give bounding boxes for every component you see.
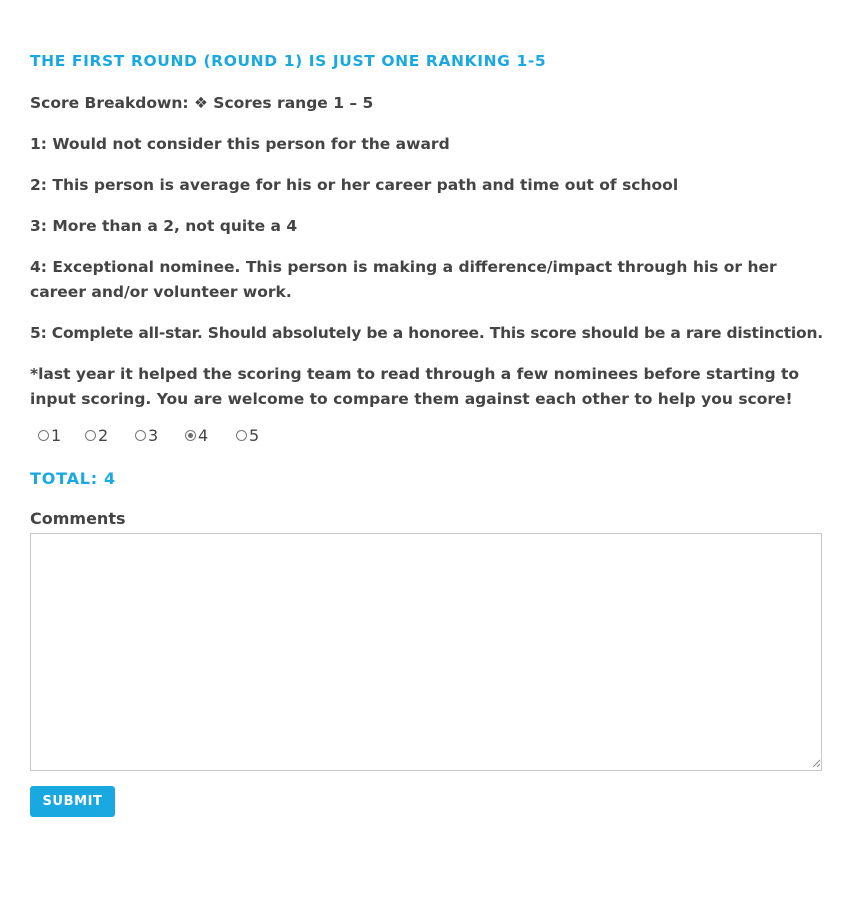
criterion-2-text: 2: This person is average for his or her career path and time out of school xyxy=(30,176,679,194)
section-title: THE FIRST ROUND (ROUND 1) IS JUST ONE RANKING 1-5 xyxy=(30,52,547,70)
ranking-option-3[interactable] xyxy=(135,426,158,446)
ranking-option-5[interactable] xyxy=(236,426,259,446)
radio-button[interactable] xyxy=(185,430,196,441)
total-value: 4 xyxy=(103,469,116,488)
radio-label: 4 xyxy=(198,426,209,445)
radio-label: 3 xyxy=(148,426,159,445)
criterion-1-text: 1: Would not consider this person for the award xyxy=(30,135,450,153)
radio-button[interactable] xyxy=(38,430,49,441)
radio-button[interactable] xyxy=(85,430,96,441)
radio-button[interactable] xyxy=(135,430,146,441)
comments-label: Comments xyxy=(30,509,126,528)
total-score xyxy=(30,469,116,488)
criterion-3-text: 3: More than a 2, not quite a 4 xyxy=(30,217,298,235)
ranking-option-2[interactable] xyxy=(85,426,108,446)
ranking-option-1[interactable] xyxy=(38,426,61,446)
radio-button[interactable] xyxy=(236,430,247,441)
radio-label: 5 xyxy=(249,426,260,445)
submit-button[interactable]: SUBMIT xyxy=(30,786,115,817)
ranking-option-4[interactable] xyxy=(185,426,208,446)
radio-label: 1 xyxy=(51,426,62,445)
total-label: TOTAL: xyxy=(30,469,98,488)
score-breakdown-text: Score Breakdown: ❖ Scores range 1 – 5 xyxy=(30,94,374,112)
comments-textarea[interactable] xyxy=(30,533,822,771)
criterion-4-text: 4: Exceptional nominee. This person is making a difference/impact through his or her career and/or volunteer work. xyxy=(30,258,777,301)
resize-grip-icon[interactable] xyxy=(812,759,821,768)
radio-label: 2 xyxy=(98,426,109,445)
ranking-radio-group xyxy=(30,426,330,446)
scoring-note: *last year it helped the scoring team to read through a few nominees before starting to input scoring. You are welcome to compare them against each other to help you score! xyxy=(30,365,800,408)
criterion-5-text: 5: Complete all-star. Should absolutely be a honoree. This score should be a rare distinction. xyxy=(30,324,823,342)
